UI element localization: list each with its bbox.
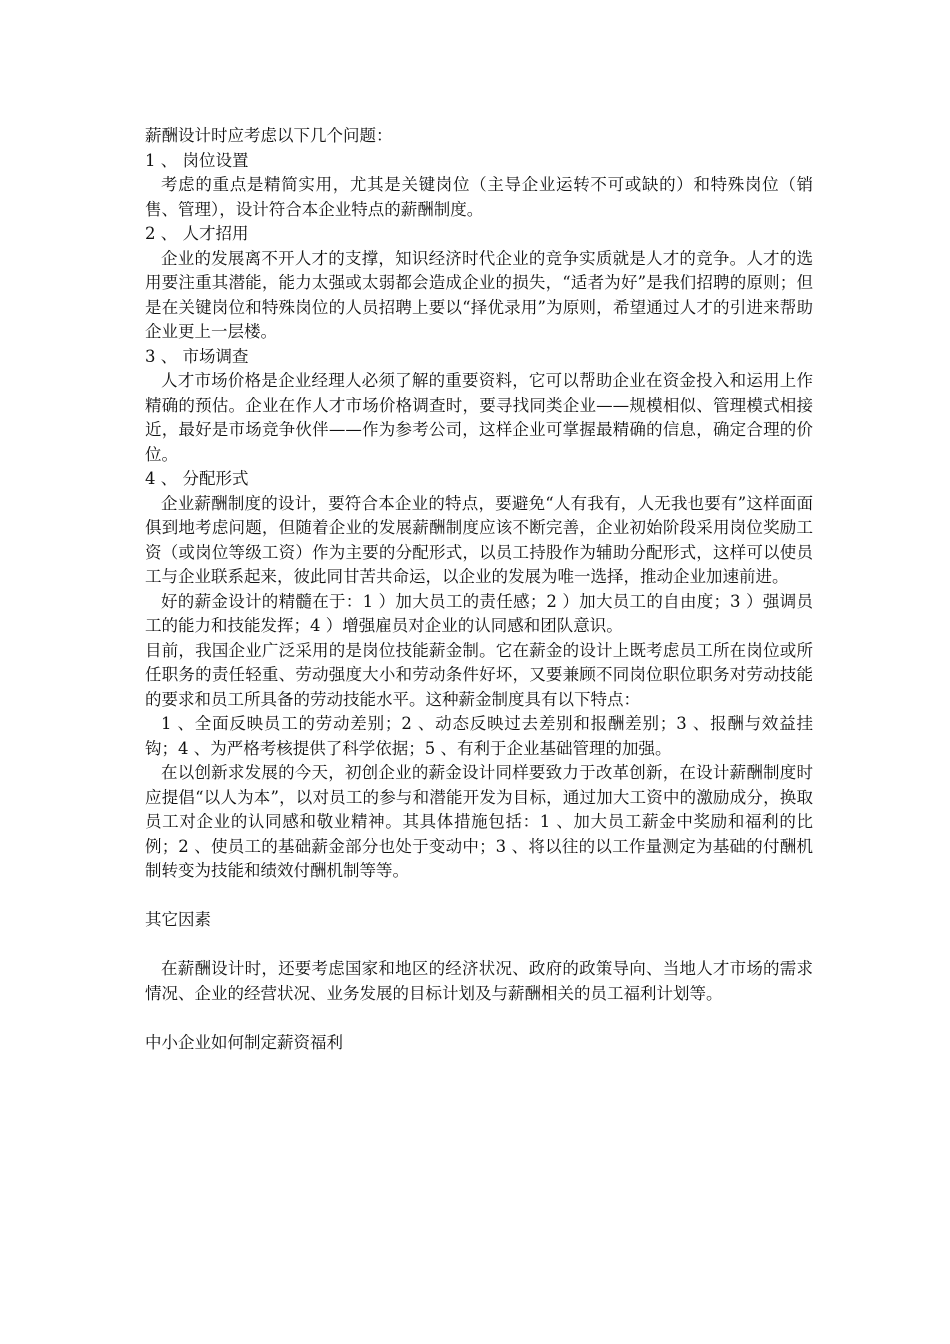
section-body-3: 人才市场价格是企业经理人必须了解的重要资料，它可以帮助企业在资金投入和运用上作精确的预估。企业在作人才市场价格调查时，要寻找同类企业——规模相似、管理模式相接近，最好是市场竞争伙伴——作为参考公司，这样企业可掌握最精确的信息，确定合理的价位。 xyxy=(145,371,813,464)
section-body-4: 企业薪酬制度的设计，要符合本企业的特点，要避免“人有我有，人无我也要有”这样面面俱到地考虑问题，但随着企业的发展薪酬制度应该不断完善，企业初始阶段采用岗位奖励工资（或岗位等级工资）作为主要的分配形式，以员工持股作为辅助分配形式，这样可以使员工与企业联系起来，彼此同甘苦共命运，以企业的发展为唯一选择，推动企业加速前进。 xyxy=(145,493,813,586)
features-paragraph: 1 、全面反映员工的劳动差别；2 、动态反映过去差别和报酬差别；3 、报酬与效益挂钩；4 、为严格考核提供了科学依据；5 、有利于企业基础管理的加强。 xyxy=(145,714,813,758)
current-system-paragraph: 目前，我国企业广泛采用的是岗位技能薪金制。它在薪金的设计上既考虑员工所在岗位或所任职务的责任轻重、劳动强度大小和劳动条件好坏，又要兼顾不同岗位职位职务对劳动技能的要求和员工所具备的劳动技能水平。这种薪金制度具有以下特点： xyxy=(145,640,813,709)
next-section-title: 中小企业如何制定薪资福利 xyxy=(145,1032,343,1052)
section-body-1: 考虑的重点是精简实用，尤其是关键岗位（主导企业运转不可或缺的）和特殊岗位（销售、管理），设计符合本企业特点的薪酬制度。 xyxy=(145,175,813,219)
document-body xyxy=(145,124,813,1055)
intro-line: 薪酬设计时应考虑以下几个问题： xyxy=(145,126,393,145)
section-heading-1: 1 、 岗位设置 xyxy=(145,150,249,170)
essence-paragraph: 好的薪金设计的精髓在于：1 ）加大员工的责任感；2 ）加大员工的自由度；3 ）强调员工的能力和技能发挥；4 ）增强雇员对企业的认同感和团队意识。 xyxy=(145,591,813,635)
innovation-paragraph: 在以创新求发展的今天，初创企业的薪金设计同样要致力于改革创新，在设计薪酬制度时应提倡“以人为本”，以对员工的参与和潜能开发为目标，通过加大工资中的激励成分，换取员工对企业的认同感和敬业精神。其具体措施包括：1 、加大员工薪金中奖励和福利的比例；2 、使员工的基础薪金部分也处于变动中；3 、将以往的以工作量测定为基础的付酬机制转变为技能和绩效付酬机制等等。 xyxy=(145,763,813,880)
other-factors-body: 在薪酬设计时，还要考虑国家和地区的经济状况、政府的政策导向、当地人才市场的需求情况、企业的经营状况、业务发展的目标计划及与薪酬相关的员工福利计划等。 xyxy=(145,959,813,1003)
other-factors-title: 其它因素 xyxy=(145,910,211,929)
section-body-2: 企业的发展离不开人才的支撑，知识经济时代企业的竞争实质就是人才的竞争。人才的选用要注重其潜能，能力太强或太弱都会造成企业的损失，“适者为好”是我们招聘的原则；但是在关键岗位和特殊岗位的人员招聘上要以“择优录用”为原则，希望通过人才的引进来帮助企业更上一层楼。 xyxy=(145,248,813,341)
section-heading-2: 2 、 人才招用 xyxy=(145,224,249,243)
section-heading-3: 3 、 市场调查 xyxy=(145,346,249,366)
section-heading-4: 4 、 分配形式 xyxy=(145,469,249,488)
